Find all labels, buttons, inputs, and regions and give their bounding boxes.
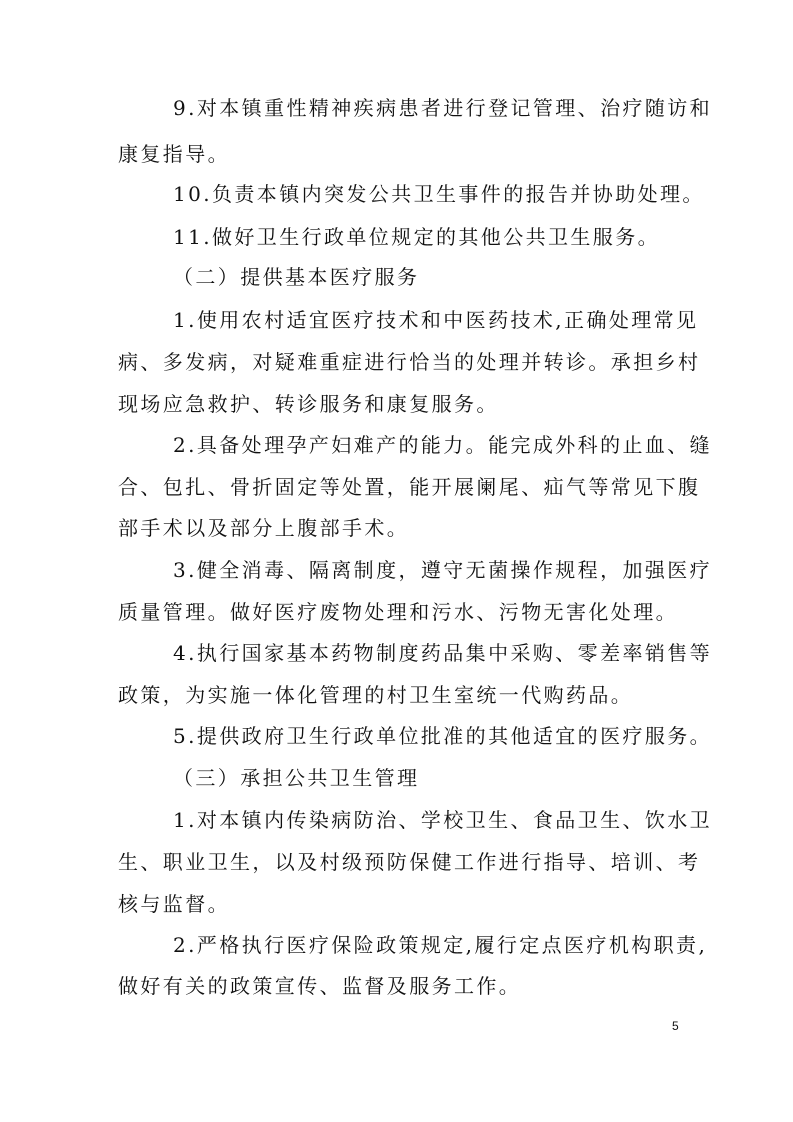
body-line: 4.执行国家基本药物制度药品集中采购、零差率销售等 — [173, 641, 713, 665]
section-heading: （二）提供基本医疗服务 — [173, 265, 420, 289]
body-line: 做好有关的政策宣传、监督及服务工作。 — [118, 974, 522, 998]
body-line: 核与监督。 — [118, 892, 230, 916]
body-line: 1.使用农村适宜医疗技术和中医药技术,正确处理常见 — [173, 308, 699, 332]
page-number: 5 — [672, 1019, 679, 1033]
body-line: 部手术以及部分上腹部手术。 — [118, 516, 410, 540]
body-line: 合、包扎、骨折固定等处置，能开展阑尾、疝气等常见下腹 — [118, 475, 701, 499]
body-line: 9.对本镇重性精神疾病患者进行登记管理、治疗随访和 — [173, 96, 713, 120]
body-line: 质量管理。做好医疗废物处理和污水、污物无害化处理。 — [118, 600, 678, 624]
body-line: 政策，为实施一体化管理的村卫生室统一代购药品。 — [118, 683, 634, 707]
body-line: 10.负责本镇内突发公共卫生事件的报告并协助处理。 — [173, 182, 705, 206]
body-line: 1.对本镇内传染病防治、学校卫生、食品卫生、饮水卫 — [173, 808, 713, 832]
body-line: 2.具备处理孕产妇难产的能力。能完成外科的止血、缝 — [173, 433, 713, 457]
body-line: 11.做好卫生行政单位规定的其他公共卫生服务。 — [173, 225, 661, 249]
body-line: 2.严格执行医疗保险政策规定,履行定点医疗机构职责, — [173, 933, 708, 957]
body-line: 康复指导。 — [118, 142, 230, 166]
body-line: 5.提供政府卫生行政单位批准的其他适宜的医疗服务。 — [173, 724, 713, 748]
body-line: 生、职业卫生，以及村级预防保健工作进行指导、培训、考 — [118, 850, 701, 874]
body-line: 现场应急救护、转诊服务和康复服务。 — [118, 392, 499, 416]
body-line: 3.健全消毒、隔离制度，遵守无菌操作规程，加强医疗 — [173, 558, 713, 582]
section-heading: （三）承担公共卫生管理 — [173, 766, 420, 790]
body-line: 病、多发病，对疑难重症进行恰当的处理并转诊。承担乡村 — [118, 350, 701, 374]
